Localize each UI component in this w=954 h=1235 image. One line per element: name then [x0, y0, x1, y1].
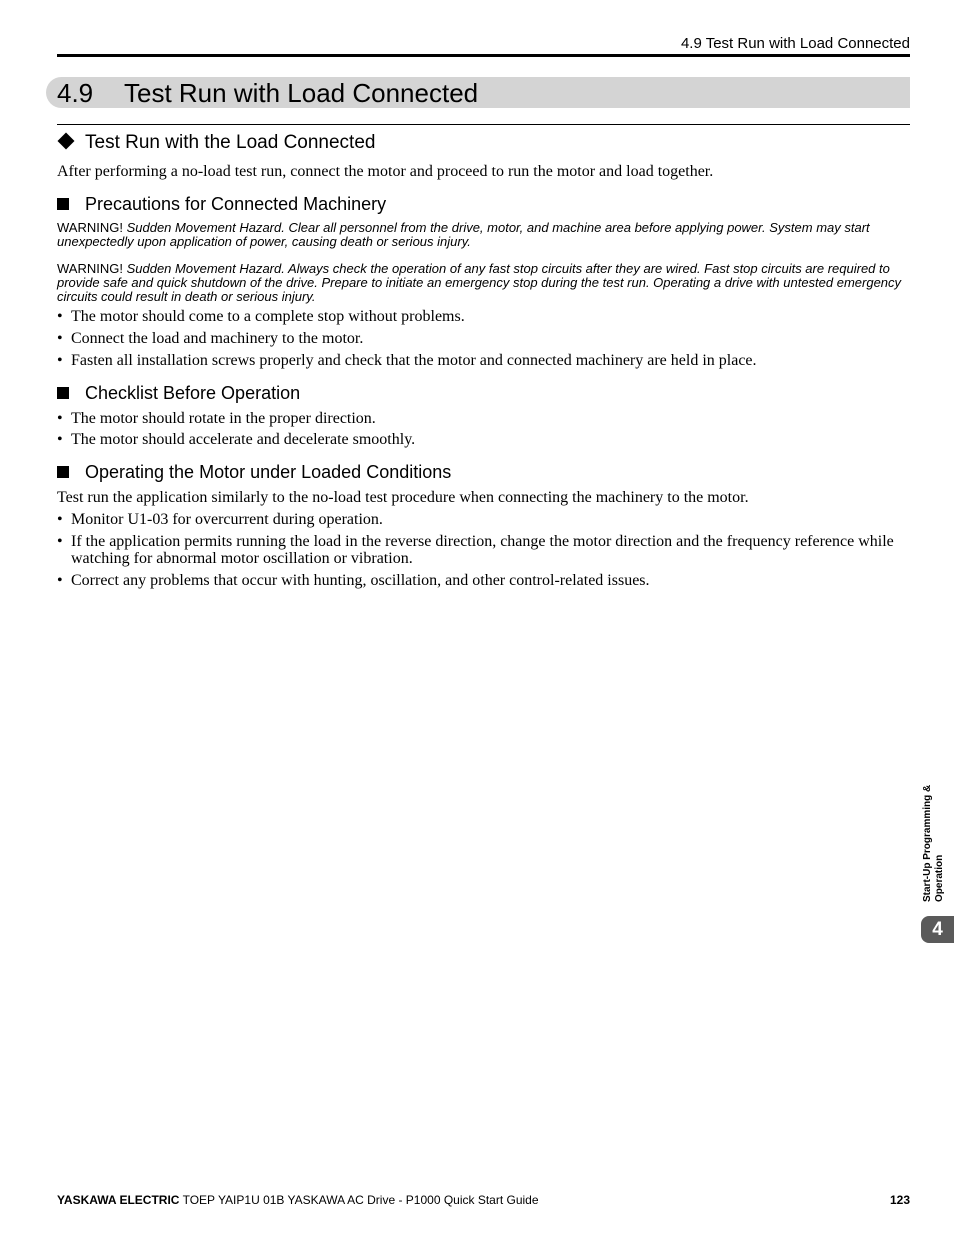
bullet-dot: •	[57, 431, 63, 448]
footer	[57, 1193, 539, 1207]
bullet-dot: •	[57, 572, 63, 589]
square-bullet-icon	[57, 466, 69, 478]
precautions-heading-text: Precautions for Connected Machinery	[85, 194, 387, 214]
list-item	[57, 572, 910, 589]
subsection-intro: After performing a no-load test run, connect the motor and proceed to run the motor and load together.	[57, 163, 714, 180]
diamond-icon	[58, 133, 75, 150]
list-item	[57, 308, 910, 325]
bullet-dot: •	[57, 330, 63, 347]
section-rule	[57, 124, 910, 125]
section-title	[57, 78, 478, 109]
loaded-heading-text: Operating the Motor under Loaded Conditions	[85, 462, 452, 482]
list-item-text: Monitor U1-03 for overcurrent during operation.	[71, 511, 383, 528]
bullet-dot: •	[57, 533, 63, 550]
section-title-text: Test Run with Load Connected	[124, 78, 479, 108]
list-item	[57, 410, 910, 427]
list-item-text: The motor should accelerate and decelerate smoothly.	[71, 431, 416, 448]
warning-text: Sudden Movement Hazard. Clear all personnel from the drive, motor, and machine area before applying power. System may start unexpectedly upon application of power, causing death or serious injury.	[57, 220, 870, 249]
header-rule	[57, 54, 910, 57]
loaded-intro: Test run the application similarly to the no-load test procedure when connecting the machinery to the motor.	[57, 489, 749, 506]
list-item-text: Correct any problems that occur with hunting, oscillation, and other control-related issues.	[71, 572, 650, 589]
bullet-dot: •	[57, 308, 63, 325]
list-item	[57, 533, 910, 567]
checklist-heading	[57, 382, 300, 404]
list-item-text: Fasten all installation screws properly and check that the motor and connected machinery are held in place.	[71, 352, 757, 369]
footer-brand: YASKAWA ELECTRIC	[57, 1193, 180, 1207]
bullet-dot: •	[57, 352, 63, 369]
chapter-side-label-line: Operation	[934, 854, 945, 902]
warning-block	[57, 221, 910, 249]
checklist-heading-text: Checklist Before Operation	[85, 383, 301, 403]
square-bullet-icon	[57, 387, 69, 399]
precautions-heading	[57, 193, 386, 215]
list-item-text: If the application permits running the load in the reverse direction, change the motor direction and the frequency reference while watching for abnormal motor oscillation or vibration.	[71, 533, 894, 567]
loaded-heading	[57, 461, 451, 483]
square-bullet-icon	[57, 198, 69, 210]
page-number: 123	[889, 1193, 910, 1207]
list-item-text: The motor should rotate in the proper direction.	[71, 410, 376, 427]
chapter-side-label	[922, 772, 952, 902]
subsection-heading	[57, 132, 375, 154]
list-item-text: The motor should come to a complete stop without problems.	[71, 308, 465, 325]
warning-label: WARNING!	[57, 261, 123, 276]
bullet-dot: •	[57, 511, 63, 528]
warning-label: WARNING!	[57, 220, 123, 235]
list-item	[57, 330, 910, 347]
warning-block	[57, 262, 910, 304]
list-item	[57, 511, 910, 528]
list-item	[57, 431, 910, 448]
list-item	[57, 352, 910, 369]
chapter-side-label-line: Start-Up Programming &	[922, 784, 933, 902]
section-number: 4.9	[57, 78, 94, 108]
footer-doc: TOEP YAIP1U 01B YASKAWA AC Drive - P1000 Quick Start Guide	[179, 1193, 539, 1207]
subsection-title: Test Run with the Load Connected	[85, 132, 376, 153]
chapter-tab: 4	[921, 916, 954, 943]
warning-text: Sudden Movement Hazard. Always check the operation of any fast stop circuits after they are wired. Fast stop circuits are required to provide safe and quick shutdown of the drive. Prepare to initiate an emergency stop during the test run. Operating a drive with untested emergency circuits could result in death or serious injury.	[57, 261, 902, 304]
bullet-dot: •	[57, 410, 63, 427]
running-header: 4.9 Test Run with Load Connected	[680, 35, 910, 52]
list-item-text: Connect the load and machinery to the motor.	[71, 330, 364, 347]
